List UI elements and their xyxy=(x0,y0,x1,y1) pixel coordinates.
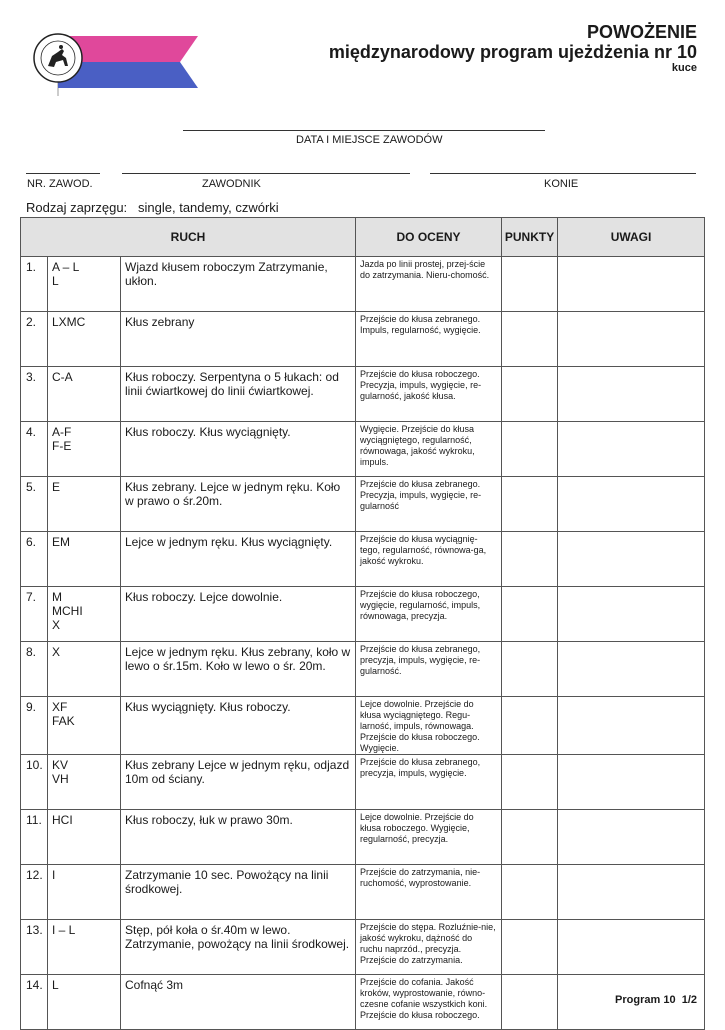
row-letters xyxy=(48,642,121,697)
program-label: Program 10 xyxy=(615,994,676,1006)
row-points-cell[interactable] xyxy=(502,697,558,755)
row-points-cell[interactable] xyxy=(502,477,558,532)
table-row xyxy=(21,257,705,312)
table-row xyxy=(21,587,705,642)
table-row xyxy=(21,810,705,865)
row-movement: Cofnąć 3m xyxy=(121,975,356,1030)
competition-no-label: NR. ZAWOD. xyxy=(27,178,93,190)
row-criteria: Przejście do kłusa zebranego. Precyzja, impuls, wygięcie, re-gularność xyxy=(356,477,502,532)
row-number: 3. xyxy=(21,367,48,422)
row-criteria: Przejście do kłusa zebranego, precyzja, impuls, wygięcie. xyxy=(356,755,502,810)
row-points-cell[interactable] xyxy=(502,975,558,1030)
row-points-cell[interactable] xyxy=(502,257,558,312)
row-letters xyxy=(48,312,121,367)
competitor-label: ZAWODNIK xyxy=(202,178,261,190)
row-letters xyxy=(48,422,121,477)
header-remarks: UWAGI xyxy=(558,218,705,257)
row-number: 7. xyxy=(21,587,48,642)
row-number: 10. xyxy=(21,755,48,810)
table-row xyxy=(21,975,705,1030)
competition-no-line[interactable] xyxy=(26,173,100,174)
row-remarks-cell[interactable] xyxy=(558,810,705,865)
row-letters xyxy=(48,367,121,422)
row-points-cell[interactable] xyxy=(502,810,558,865)
row-movement: Kłus roboczy. Serpentyna o 5 łukach: od linii ćwiartkowej do linii ćwiartkowej. xyxy=(121,367,356,422)
table-row xyxy=(21,642,705,697)
row-criteria: Przejście do kłusa wyciągnię-tego, regularność, równowa-ga, jakość wykroku. xyxy=(356,532,502,587)
category-label: kuce xyxy=(671,62,697,74)
table-row xyxy=(21,422,705,477)
arena-letters: FAK xyxy=(52,714,75,728)
table-header-row xyxy=(21,218,705,257)
date-place-line[interactable] xyxy=(183,130,545,131)
row-movement: Lejce w jednym ręku. Kłus zebrany, koło w lewo o śr.15m. Koło w lewo o śr. 20m. xyxy=(121,642,356,697)
arena-letters: X xyxy=(52,618,61,632)
row-remarks-cell[interactable] xyxy=(558,920,705,975)
row-number: 4. xyxy=(21,422,48,477)
row-letters xyxy=(48,697,121,755)
arena-letters: A-F xyxy=(52,425,72,439)
arena-letters: LXMC xyxy=(52,315,86,329)
row-letters xyxy=(48,755,121,810)
arena-letters: EM xyxy=(52,535,70,549)
header-movement: RUCH xyxy=(21,218,356,257)
row-number: 8. xyxy=(21,642,48,697)
harness-value: single, tandemy, czwórki xyxy=(138,200,279,215)
row-criteria: Przejście do kłusa roboczego, wygięcie, regularność, impuls, równowaga, precyzja. xyxy=(356,587,502,642)
row-points-cell[interactable] xyxy=(502,367,558,422)
row-movement: Wjazd kłusem roboczym Zatrzymanie, ukłon. xyxy=(121,257,356,312)
table-row xyxy=(21,697,705,755)
row-criteria: Wygięcie. Przejście do kłusa wyciągniętego, regularność, równowaga, jakość wykroku, impuls. xyxy=(356,422,502,477)
row-movement: Kłus roboczy. Kłus wyciągnięty. xyxy=(121,422,356,477)
row-remarks-cell[interactable] xyxy=(558,422,705,477)
row-criteria: Przejście do kłusa zebranego, precyzja, impuls, wygięcie, re-gularność. xyxy=(356,642,502,697)
row-points-cell[interactable] xyxy=(502,920,558,975)
date-place-label: DATA I MIEJSCE ZAWODÓW xyxy=(296,134,443,146)
row-points-cell[interactable] xyxy=(502,865,558,920)
row-number: 9. xyxy=(21,697,48,755)
row-movement: Stęp, pół koła o śr.40m w lewo. Zatrzymanie, powożący na linii środkowej. xyxy=(121,920,356,975)
row-remarks-cell[interactable] xyxy=(558,755,705,810)
row-movement: Lejce w jednym ręku. Kłus wyciągnięty. xyxy=(121,532,356,587)
row-criteria: Przejście do zatrzymania, nie-ruchomość, wyprostowanie. xyxy=(356,865,502,920)
row-movement: Kłus zebrany Lejce w jednym ręku, odjazd 10m od ściany. xyxy=(121,755,356,810)
arena-letters: KV xyxy=(52,758,69,772)
row-remarks-cell[interactable] xyxy=(558,532,705,587)
row-points-cell[interactable] xyxy=(502,312,558,367)
table-row xyxy=(21,755,705,810)
arena-letters: L xyxy=(52,274,59,288)
row-points-cell[interactable] xyxy=(502,755,558,810)
arena-letters: I – L xyxy=(52,923,76,937)
row-movement: Kłus zebrany xyxy=(121,312,356,367)
row-letters xyxy=(48,587,121,642)
document-header xyxy=(329,22,697,75)
row-number: 5. xyxy=(21,477,48,532)
page-footer xyxy=(615,994,697,1006)
row-movement: Kłus roboczy, łuk w prawo 30m. xyxy=(121,810,356,865)
table-row xyxy=(21,477,705,532)
row-letters xyxy=(48,810,121,865)
table-row xyxy=(21,920,705,975)
row-criteria: Lejce dowolnie. Przejście do kłusa wyciągniętego. Regu-larność, impuls, równowaga. Przejście do kłusa roboczego. Wygięcie. xyxy=(356,697,502,755)
table-row xyxy=(21,532,705,587)
arena-letters: XF xyxy=(52,700,68,714)
arena-letters: F-E xyxy=(52,439,72,453)
row-letters xyxy=(48,920,121,975)
arena-letters: L xyxy=(52,978,59,992)
arena-letters: C-A xyxy=(52,370,73,384)
horses-line[interactable] xyxy=(430,173,696,174)
horses-label: KONIE xyxy=(544,178,579,190)
pzj-flag-logo xyxy=(26,22,198,96)
row-criteria: Przejście do stępa. Rozluźnie-nie, jakość wykroku, dążność do ruchu naprzód., precyzja. Przejście do zatrzymania. xyxy=(356,920,502,975)
row-letters xyxy=(48,975,121,1030)
header-points: PUNKTY xyxy=(502,218,558,257)
row-criteria: Jazda po linii prostej, przej-ście do zatrzymania. Nieru-chomość. xyxy=(356,257,502,312)
header-criteria: DO OCENY xyxy=(356,218,502,257)
row-movement: Kłus roboczy. Lejce dowolnie. xyxy=(121,587,356,642)
row-number: 6. xyxy=(21,532,48,587)
document-title: POWOŻENIE xyxy=(586,22,697,42)
table-body xyxy=(21,257,705,1030)
row-number: 12. xyxy=(21,865,48,920)
row-movement: Kłus wyciągnięty. Kłus roboczy. xyxy=(121,697,356,755)
arena-letters: X xyxy=(52,645,61,659)
row-letters xyxy=(48,257,121,312)
row-points-cell[interactable] xyxy=(502,532,558,587)
table-row xyxy=(21,312,705,367)
row-remarks-cell[interactable] xyxy=(558,367,705,422)
row-criteria: Przejście do kłusa zebranego. Impuls, regularność, wygięcie. xyxy=(356,312,502,367)
row-points-cell[interactable] xyxy=(502,587,558,642)
table-row xyxy=(21,367,705,422)
row-remarks-cell[interactable] xyxy=(558,697,705,755)
arena-letters: MCHI xyxy=(52,604,83,618)
page-number: 1/2 xyxy=(681,994,697,1006)
row-number: 14. xyxy=(21,975,48,1030)
row-number: 13. xyxy=(21,920,48,975)
row-number: 11. xyxy=(21,810,48,865)
row-points-cell[interactable] xyxy=(502,422,558,477)
scoring-table xyxy=(20,217,705,1030)
arena-letters: HCI xyxy=(52,813,73,827)
row-letters xyxy=(48,865,121,920)
row-remarks-cell[interactable] xyxy=(558,257,705,312)
row-number: 2. xyxy=(21,312,48,367)
row-remarks-cell[interactable] xyxy=(558,477,705,532)
row-remarks-cell[interactable] xyxy=(558,312,705,367)
row-remarks-cell[interactable] xyxy=(558,865,705,920)
row-remarks-cell[interactable] xyxy=(558,587,705,642)
competitor-line[interactable] xyxy=(122,173,410,174)
harness-type xyxy=(26,200,279,215)
arena-letters: VH xyxy=(52,772,69,786)
row-number: 1. xyxy=(21,257,48,312)
arena-letters: E xyxy=(52,480,61,494)
row-criteria: Lejce dowolnie. Przejście do kłusa roboczego. Wygięcie, regularność, precyzja. xyxy=(356,810,502,865)
table-row xyxy=(21,865,705,920)
arena-letters: M xyxy=(52,590,62,604)
harness-label: Rodzaj zaprzęgu: xyxy=(26,200,128,215)
row-letters xyxy=(48,532,121,587)
arena-letters: A – L xyxy=(52,260,80,274)
row-remarks-cell[interactable] xyxy=(558,642,705,697)
row-letters xyxy=(48,477,121,532)
row-criteria: Przejście do kłusa roboczego. Precyzja, impuls, wygięcie, re-gularność, jakość kłusa. xyxy=(356,367,502,422)
row-criteria: Przejście do cofania. Jakość kroków, wyprostowanie, równo-czesne cofanie wszystkich koni. Przejście do kłusa roboczego. xyxy=(356,975,502,1030)
row-points-cell[interactable] xyxy=(502,642,558,697)
arena-letters: I xyxy=(52,868,56,882)
row-movement: Zatrzymanie 10 sec. Powożący na linii środkowej. xyxy=(121,865,356,920)
document-subtitle: międzynarodowy program ujeżdżenia nr 10 xyxy=(328,42,697,62)
row-movement: Kłus zebrany. Lejce w jednym ręku. Koło w prawo o śr.20m. xyxy=(121,477,356,532)
